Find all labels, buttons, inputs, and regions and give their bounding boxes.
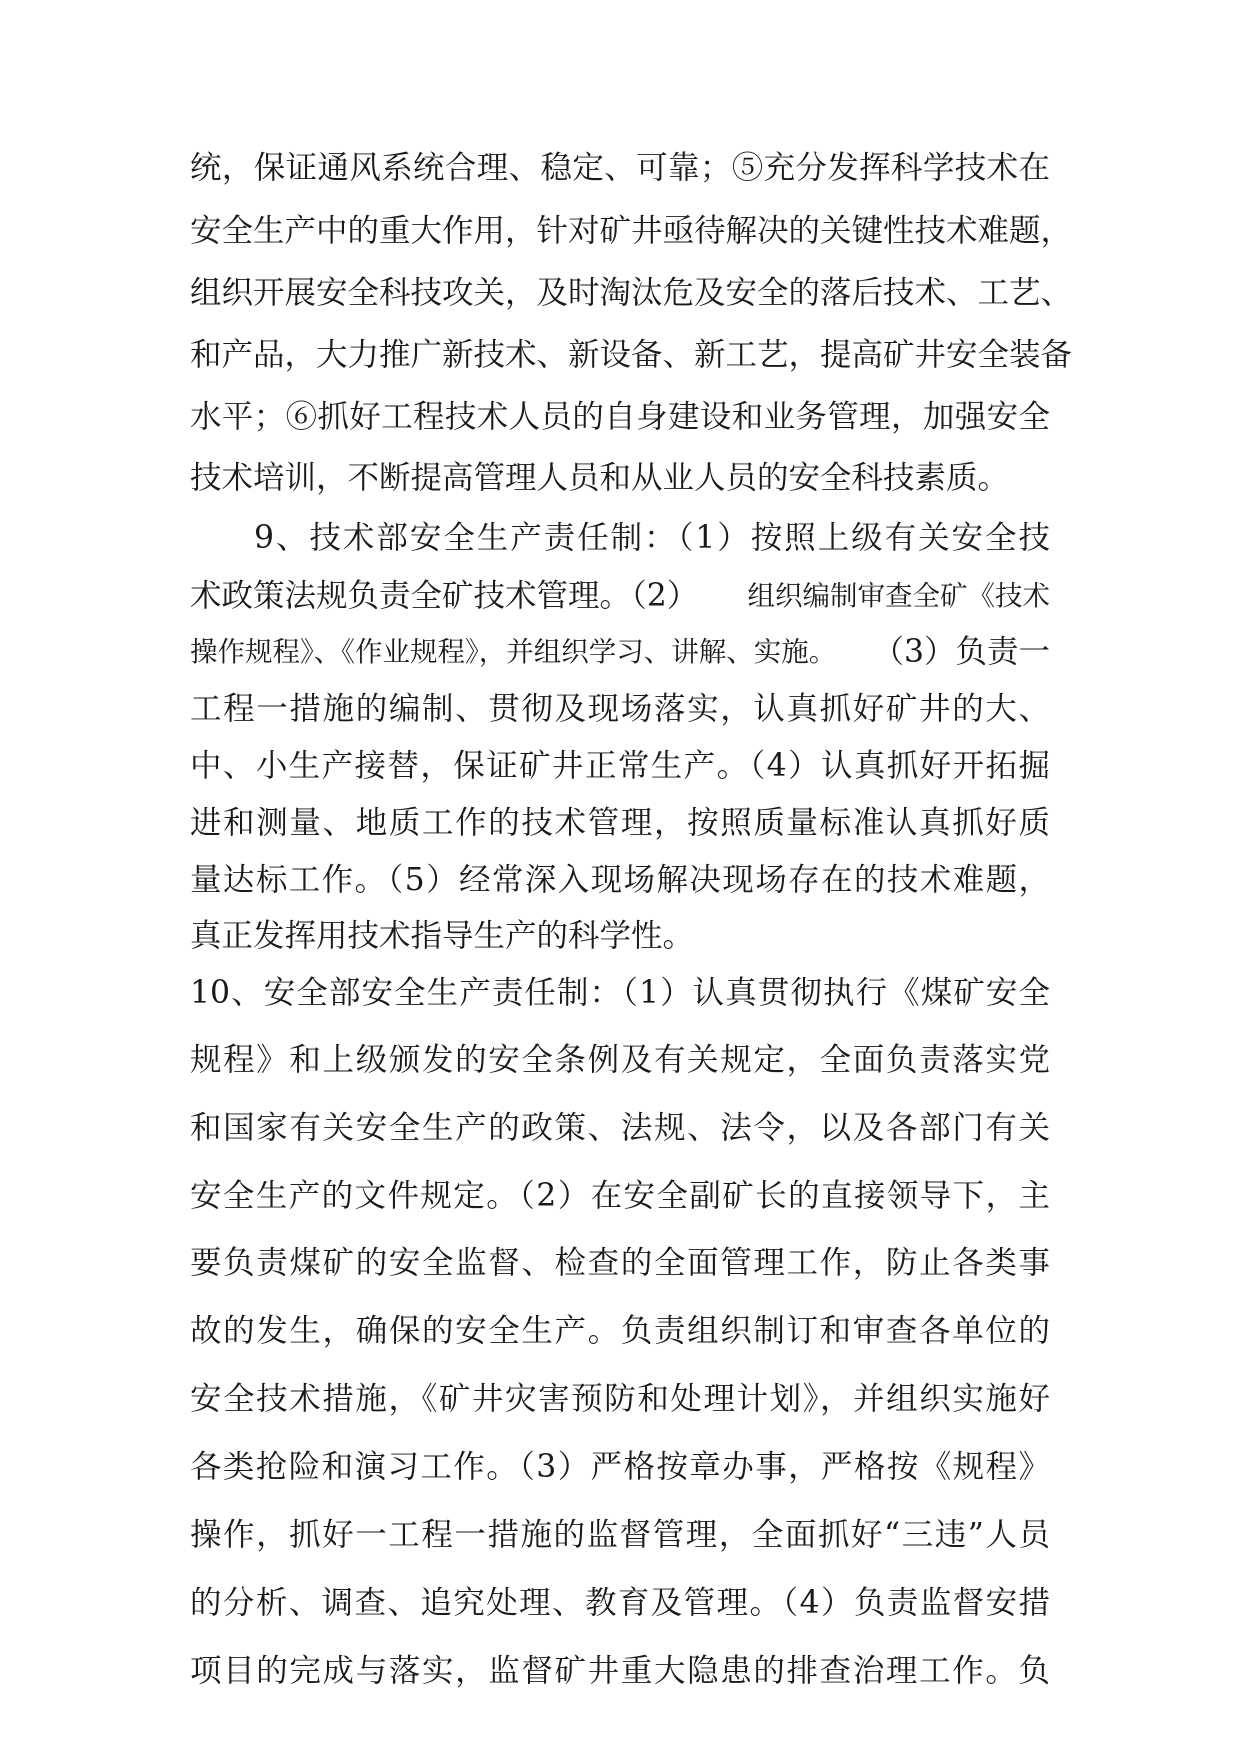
text-line-17: 和国家有关安全生产的政策、法规、法令，以及各部门有关	[190, 1110, 1050, 1146]
text-line-9a: 操作规程》、《作业规程》，并组织学习、讲解、实施。	[190, 636, 837, 668]
text-line-9	[190, 632, 1050, 672]
text-line-8a: 术政策法规负责全矿技术管理。（2）	[190, 578, 699, 614]
text-line-10: 工程一措施的编制、贯彻及现场落实，认真抓好矿井的大、	[190, 691, 1050, 727]
text-line-11: 中、小生产接替，保证矿井正常生产。（4）认真抓好开拓掘	[190, 748, 1050, 784]
text-line-4: 和产品，大力推广新技术、新设备、新工艺，提高矿井安全装备	[190, 337, 1073, 373]
text-line-2: 安全生产中的重大作用，针对矿井亟待解决的关键性技术难题，	[190, 213, 1073, 249]
text-line-9b: （3）负责一	[872, 634, 1050, 670]
text-line-15: 10、安全部安全生产责任制：（1）认真贯彻执行《煤矿安全	[190, 975, 1050, 1011]
text-line-8b: 组织编制审查全矿《技术	[747, 580, 1050, 612]
text-line-12: 进和测量、地质工作的技术管理，按照质量标准认真抓好质	[190, 805, 1050, 841]
text-line-22: 各类抢险和演习工作。（3）严格按章办事，严格按《规程》	[190, 1449, 1050, 1485]
text-line-3: 组织开展安全科技攻关，及时淘汰危及安全的落后技术、工艺、	[190, 275, 1073, 311]
text-line-21: 安全技术措施，《矿井灾害预防和处理计划》，并组织实施好	[190, 1381, 1050, 1417]
text-line-6: 技术培训，不断提高管理人员和从业人员的安全科技素质。	[190, 460, 1010, 496]
text-line-8	[190, 576, 1050, 616]
text-line-7: 9、技术部安全生产责任制：（1）按照上级有关安全技	[254, 520, 1050, 556]
text-line-19: 要负责煤矿的安全监督、检查的全面管理工作，防止各类事	[190, 1245, 1050, 1281]
text-line-25: 项目的完成与落实，监督矿井重大隐患的排查治理工作。负	[190, 1653, 1050, 1689]
text-line-16: 规程》和上级颁发的安全条例及有关规定，全面负责落实党	[190, 1042, 1050, 1078]
text-line-23: 操作，抓好一工程一措施的监督管理，全面抓好“三违”人员	[190, 1517, 1050, 1553]
text-line-5: 水平；⑥抓好工程技术人员的自身建设和业务管理，加强安全	[190, 399, 1050, 435]
text-line-13: 量达标工作。（5）经常深入现场解决现场存在的技术难题，	[190, 862, 1050, 898]
text-line-14: 真正发挥用技术指导生产的科学性。	[190, 918, 695, 954]
text-line-18: 安全生产的文件规定。（2）在安全副矿长的直接领导下，主	[190, 1178, 1050, 1214]
text-line-20: 故的发生，确保的安全生产。负责组织制订和审查各单位的	[190, 1313, 1050, 1349]
text-line-1: 统，保证通风系统合理、稳定、可靠；⑤充分发挥科学技术在	[190, 150, 1050, 186]
text-line-24: 的分析、调查、追究处理、教育及管理。（4）负责监督安措	[190, 1585, 1050, 1621]
